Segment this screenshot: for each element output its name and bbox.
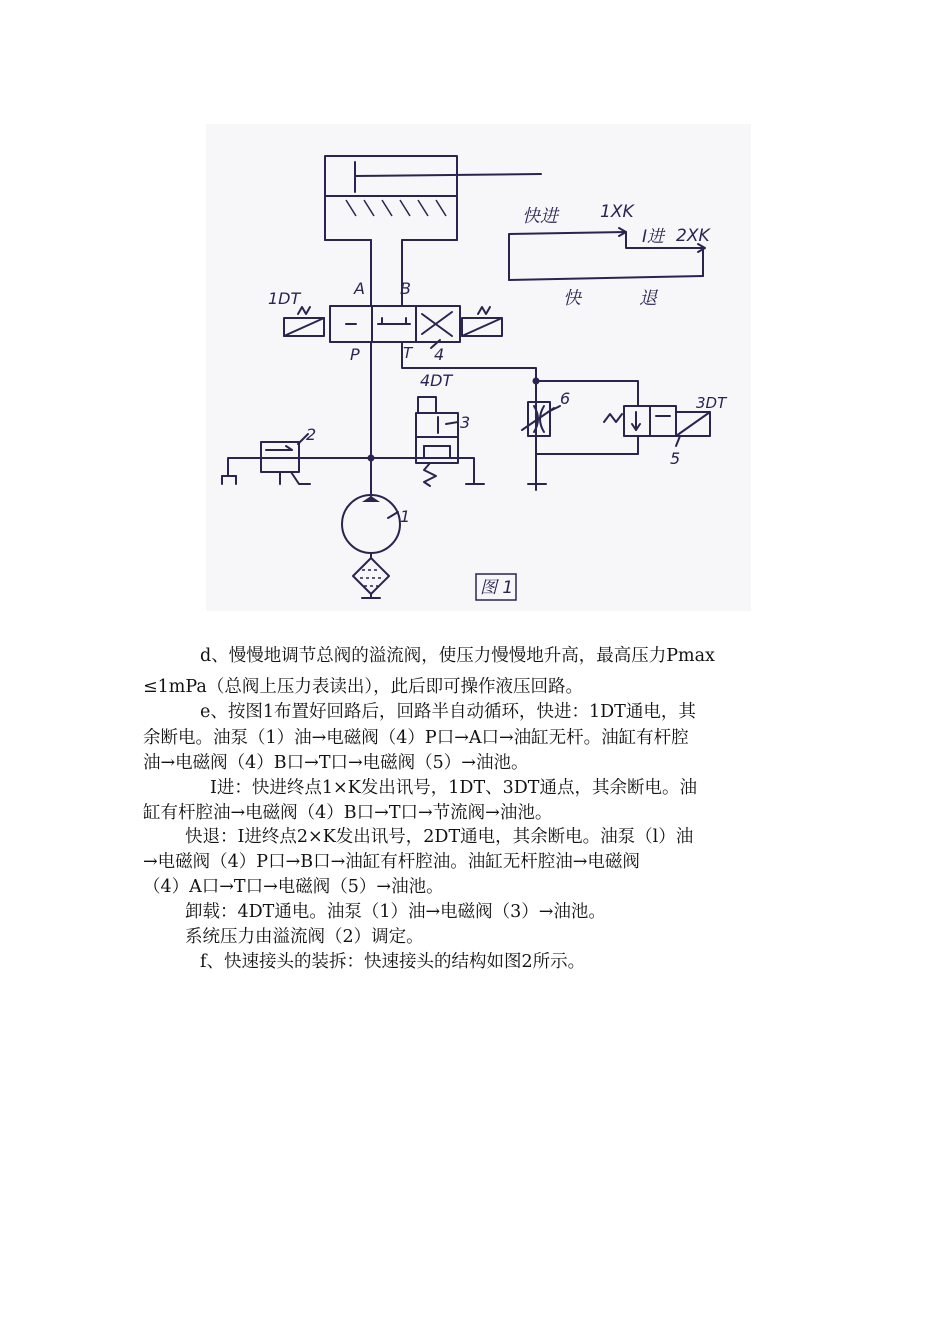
paragraph-i-line2: 缸有杆腔油→电磁阀（4）B口→T口→节流阀→油池。 <box>143 803 553 823</box>
label-work-forward: I进 <box>642 227 665 247</box>
paragraph-f: f、快速接头的装拆：快速接头的结构如图2所示。 <box>200 952 586 972</box>
caption-text: 图 1 <box>480 578 514 598</box>
label-valve-5: 5 <box>670 449 681 468</box>
label-valve-6: 6 <box>560 389 571 408</box>
paragraph-d-line1: d、慢慢地调节总阀的溢流阀，使压力慢慢地升高，最高压力Pmax <box>200 646 715 666</box>
throttle-valve-6 <box>522 378 570 485</box>
label-port-b: B <box>400 279 411 298</box>
paragraph-unload: 卸载：4DT通电。油泵（1）油→电磁阀（3）→油池。 <box>185 902 606 922</box>
relief-valve-2 <box>222 425 316 484</box>
label-3dt: 3DT <box>696 394 727 412</box>
paragraph-i-line1: Ⅰ进：快进终点1×K发出讯号，1DT、3DT通点，其余断电。油 <box>210 778 697 798</box>
paragraph-e-line3: 油→电磁阀（4）B口→T口→电磁阀（5）→油池。 <box>143 753 529 773</box>
paragraph-e-line1: e、按图1布置好回路后，回路半自动循环，快进：1DT通电，其 <box>200 702 696 722</box>
label-pump-1: 1 <box>400 507 411 526</box>
label-valve-4: 4 <box>434 345 445 364</box>
label-port-p: P <box>350 345 360 364</box>
label-port-a: A <box>354 279 365 298</box>
motion-cycle-diagram <box>509 202 711 309</box>
label-port-t: T <box>403 344 413 362</box>
label-fast-forward: 快进 <box>522 206 558 227</box>
figure-caption <box>476 574 516 600</box>
circuit-diagram <box>206 124 751 611</box>
paragraph-pressure: 系统压力由溢流阀（2）调定。 <box>185 927 424 947</box>
label-fast-back-1: 快 <box>563 288 581 309</box>
label-fast-back-2: 退 <box>639 288 657 309</box>
paragraph-fastback-line2: →电磁阀（4）P口→B口→油缸有杆腔油。油缸无杆腔油→电磁阀 <box>143 852 640 872</box>
label-1dt: 1DT <box>268 289 301 308</box>
directional-valve-4 <box>268 279 502 364</box>
paragraph-d-line2: ≤1mPa（总阀上压力表读出），此后即可操作液压回路。 <box>143 677 584 697</box>
pump-1 <box>342 495 410 598</box>
hydraulic-circuit-figure <box>206 124 751 611</box>
label-valve-3: 3 <box>460 413 471 432</box>
label-4dt: 4DT <box>420 371 453 390</box>
paragraph-fastback-line1: 快退：I进终点2×K发出讯号，2DT通电，其余断电。油泵（l）油 <box>185 827 694 847</box>
label-1xk: 1XK <box>600 202 634 222</box>
label-valve-2: 2 <box>306 425 317 444</box>
paragraph-e-line2: 余断电。油泵（1）油→电磁阀（4）P口→A口→油缸无杆。油缸有杆腔 <box>143 728 689 748</box>
unloading-valve-3 <box>416 371 484 486</box>
paragraph-fastback-line3: （4）A口→T口→电磁阀（5）→油池。 <box>143 877 444 897</box>
label-2xk: 2XK <box>676 226 710 246</box>
